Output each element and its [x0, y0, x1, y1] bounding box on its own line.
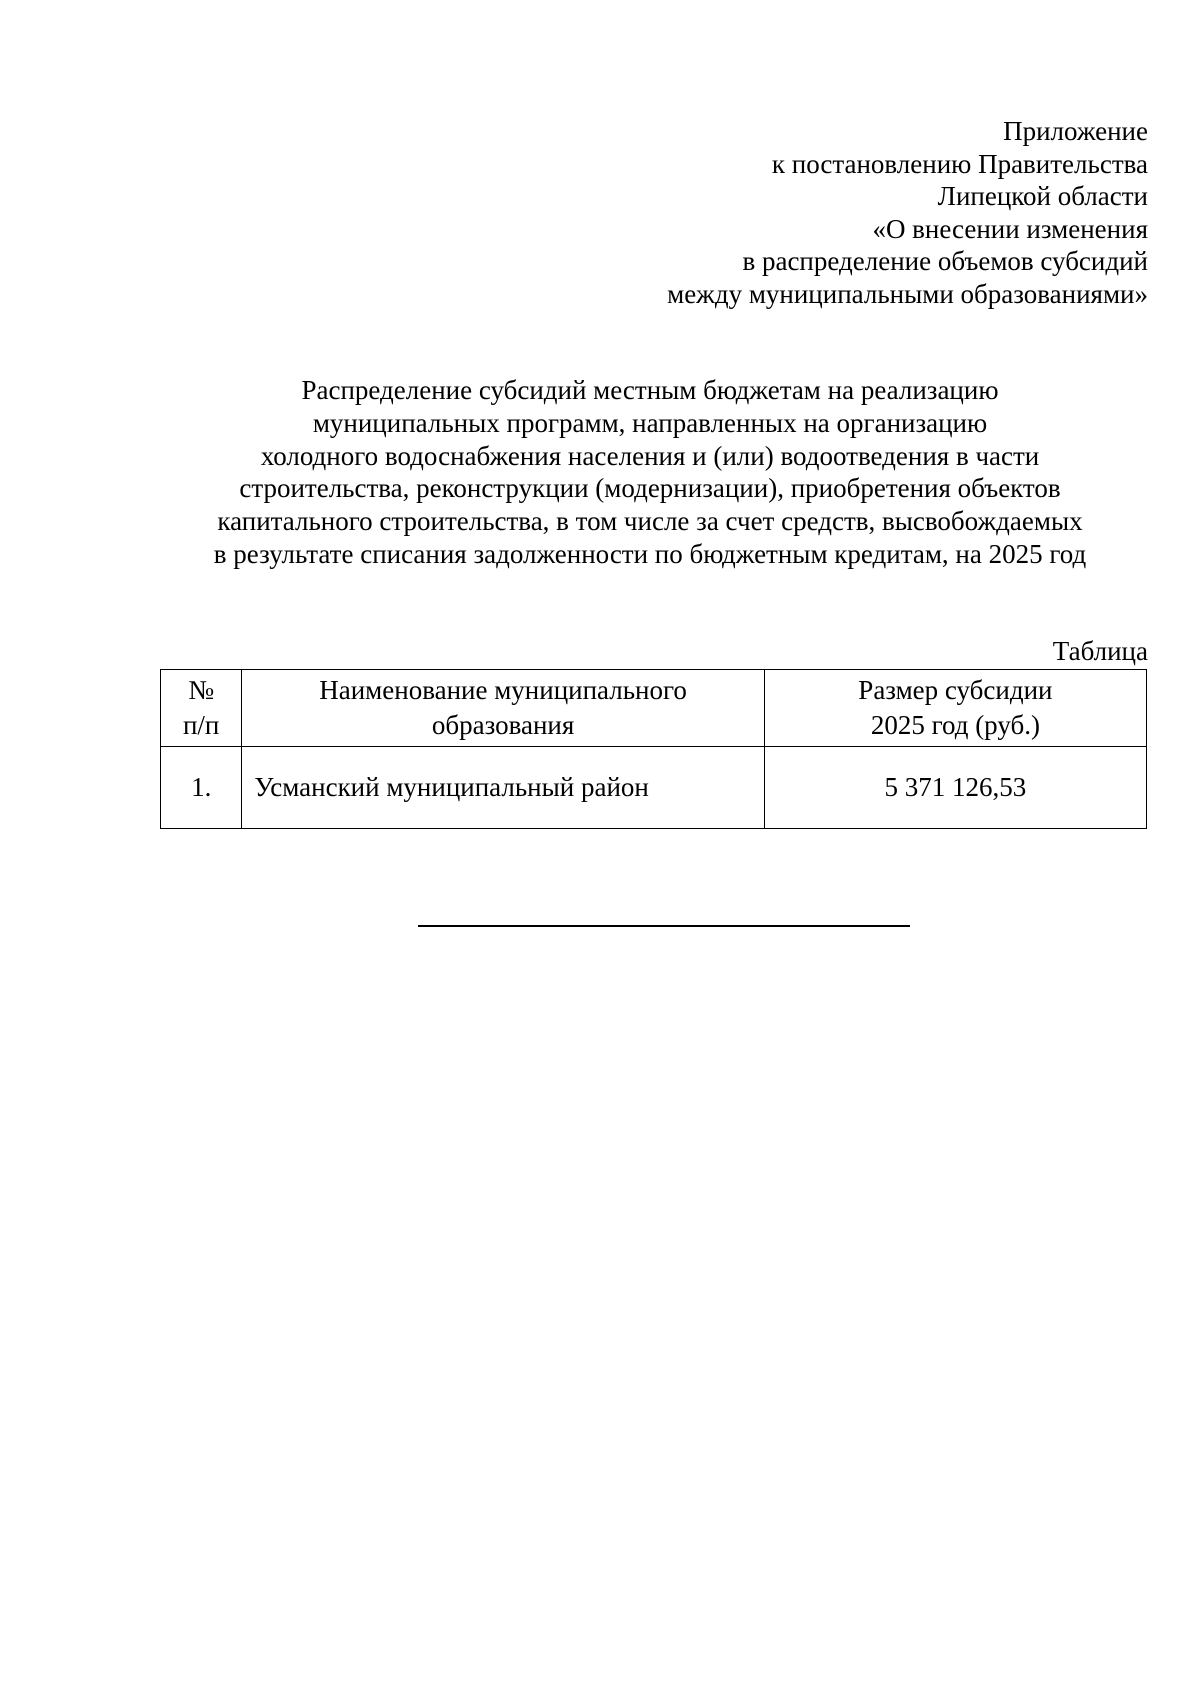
title-line: строительства, реконструкции (модернизации), приобретения объектов	[239, 473, 1061, 504]
row-municipality-name: Усманский муниципальный район	[242, 747, 764, 829]
document-title	[150, 374, 1150, 571]
table-caption: Таблица	[1052, 636, 1148, 666]
title-line: капитального строительства, в том числе за счет средств, высвобождаемых	[217, 506, 1083, 537]
appendix-line: «О внесении изменения	[872, 213, 1148, 244]
title-line: в результате списания задолженности по бюджетным кредитам, на 2025 год	[213, 538, 1087, 569]
header-amount-line: Размер субсидии	[858, 675, 1053, 705]
appendix-header	[528, 115, 1148, 311]
row-subsidy-amount: 5 371 126,53	[764, 747, 1146, 829]
title-line: муниципальных программ, направленных на организацию	[312, 407, 988, 438]
header-name-line: образования	[431, 710, 575, 740]
table-row	[161, 747, 1147, 829]
appendix-line: в распределение объемов субсидий	[742, 246, 1148, 277]
header-name	[242, 670, 764, 747]
closing-rule-line	[418, 925, 910, 927]
appendix-line: к постановлению Правительства	[771, 148, 1148, 179]
header-name-line: Наименование муниципального	[319, 675, 687, 705]
row-number: 1.	[161, 747, 242, 829]
title-line: Распределение субсидий местным бюджетам на реализацию	[301, 375, 999, 405]
table-header-row	[161, 670, 1147, 747]
appendix-line: между муниципальными образованиями»	[667, 278, 1148, 309]
header-number-line: №	[188, 675, 215, 705]
header-amount	[764, 670, 1146, 747]
header-number	[161, 670, 242, 747]
title-line: холодного водоснабжения населения и (или) водоотведения в части	[260, 440, 1040, 471]
header-number-line: п/п	[182, 710, 220, 740]
appendix-line: Липецкой области	[937, 181, 1148, 212]
header-amount-line: 2025 год (руб.)	[870, 710, 1040, 740]
appendix-line: Приложение	[1003, 116, 1148, 146]
subsidy-table	[160, 669, 1147, 829]
